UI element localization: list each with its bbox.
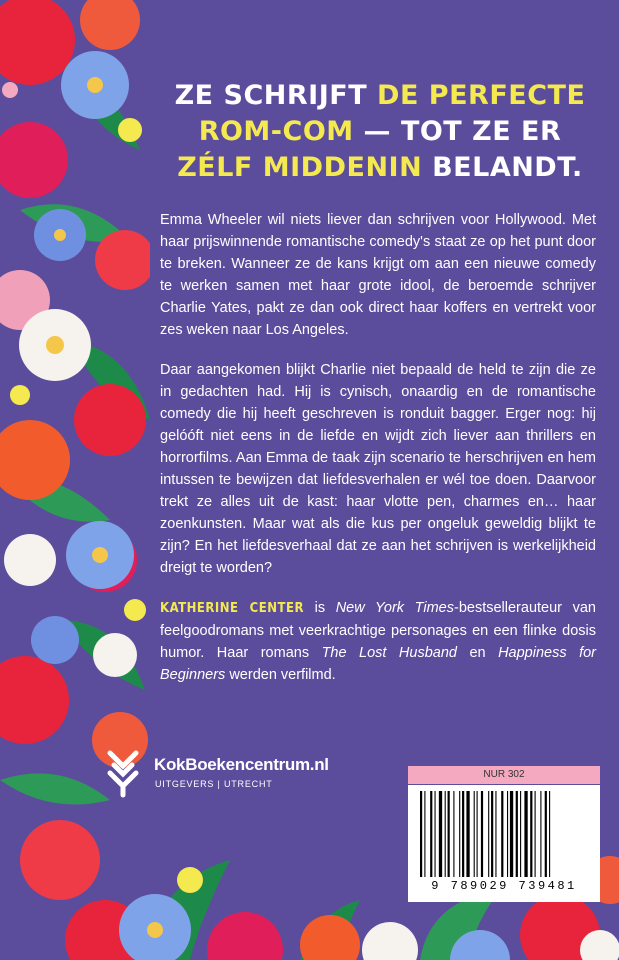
barcode-bar [462,791,464,877]
barcode-bar [507,791,508,877]
headline-highlight: ZÉLF MIDDENIN [177,152,423,183]
barcode-bar [474,791,475,877]
barcode-bar [424,791,425,877]
barcode-bar [495,791,496,877]
headline-text: ZE SCHRIJFT [174,80,378,111]
headline-line-2 [150,114,610,150]
author-bio-text: werden verfilmd. [225,667,336,683]
barcode-bar [435,791,436,877]
barcode-bar [459,791,460,877]
isbn-number: 9 789029 739481 [431,879,577,893]
blurb-paragraph-1: Emma Wheeler wil niets liever dan schrijven voor Hollywood. Met haar prijswinnende romantische comedy's staat ze op het punt door te breken. Wanneer ze de kans krijgt om aan een nieuwe comedy te werken samen met haar grote idool, de beroemde schrijver Charlie Yates, pakt ze dan ook direct haar koffers en vertrekt voor zes weken naar Los Angeles. [160,212,596,338]
publisher-mark-icon [104,747,142,799]
barcode-bar [420,791,422,877]
barcode-bar [477,791,478,877]
headline-text: — TOT ZE ER [353,116,562,147]
book-title: The Lost Husband [321,645,457,661]
floral-border-left [0,0,150,960]
headline-text: BELANDT. [422,152,583,183]
barcode-bar [524,791,527,877]
barcode-bar [445,791,446,877]
publisher-name: KokBoekencentrum.nl [154,755,329,774]
nur-code: NUR 302 [408,766,600,784]
author-bio [160,597,596,686]
barcode-bar [501,791,503,877]
barcode-bar [481,791,483,877]
barcode-bar [530,791,532,877]
headline-highlight: ROM-COM [198,116,354,147]
book-title: Happiness for Beginners [160,645,596,683]
barcode-bars [418,791,590,877]
barcode-bar [488,791,489,877]
headline-line-1 [150,78,610,114]
barcode-bar [491,791,493,877]
barcode-bar [453,791,454,877]
barcode [408,785,600,902]
barcode-bar [439,791,442,877]
author-bio-text: is [304,600,336,616]
headline-highlight: DE PERFECTE [377,80,586,111]
headline [150,78,610,186]
author-bio-text: en [456,645,499,661]
barcode-bar [430,791,432,877]
barcode-bar [520,791,521,877]
barcode-bar [510,791,513,877]
newspaper-name: New York Times [335,600,454,616]
barcode-bar [540,791,541,877]
barcode-bar [535,791,536,877]
blurb [160,209,596,704]
barcode-bar [549,791,550,877]
barcode-bar [516,791,518,877]
author-bio-text: -bestsellerauteur van feelgoodromans met veerkrachtige personages en een flinke dosis humor. Haar romans [160,600,596,661]
author-name: KATHERINE CENTER [160,601,304,616]
headline-line-3 [150,150,610,186]
barcode-bar [466,791,469,877]
publisher-subtitle: UITGEVERS | UTRECHT [155,779,273,789]
barcode-bar [545,791,547,877]
publisher-logo [104,745,374,805]
blurb-paragraph-2: Daar aangekomen blijkt Charlie niet bepaald de held te zijn die ze in gedachten had. Hij is cynisch, onaardig en de romantische comedy die hij heeft geschreven is ronduit bagger. Erger nog: hij gelóóft niet eens in de liefde en wijdt zich liever aan thrillers en horrorfilms. Aan Emma de taak zijn scenario te herschrijven en hem intussen te bewijzen dat liefdesverhalen er wél toe doen. Daarvoor trekt ze alles uit de kast: haar vlotte pen, charmes en… haar zoenkunsten. Maar wat als die kus per ongeluk geweldig blijkt te zijn? En het liefdesverhaal dat ze aan het schrijven is werkelijkheid dreigt te worden? [160,362,596,576]
barcode-bar [448,791,450,877]
